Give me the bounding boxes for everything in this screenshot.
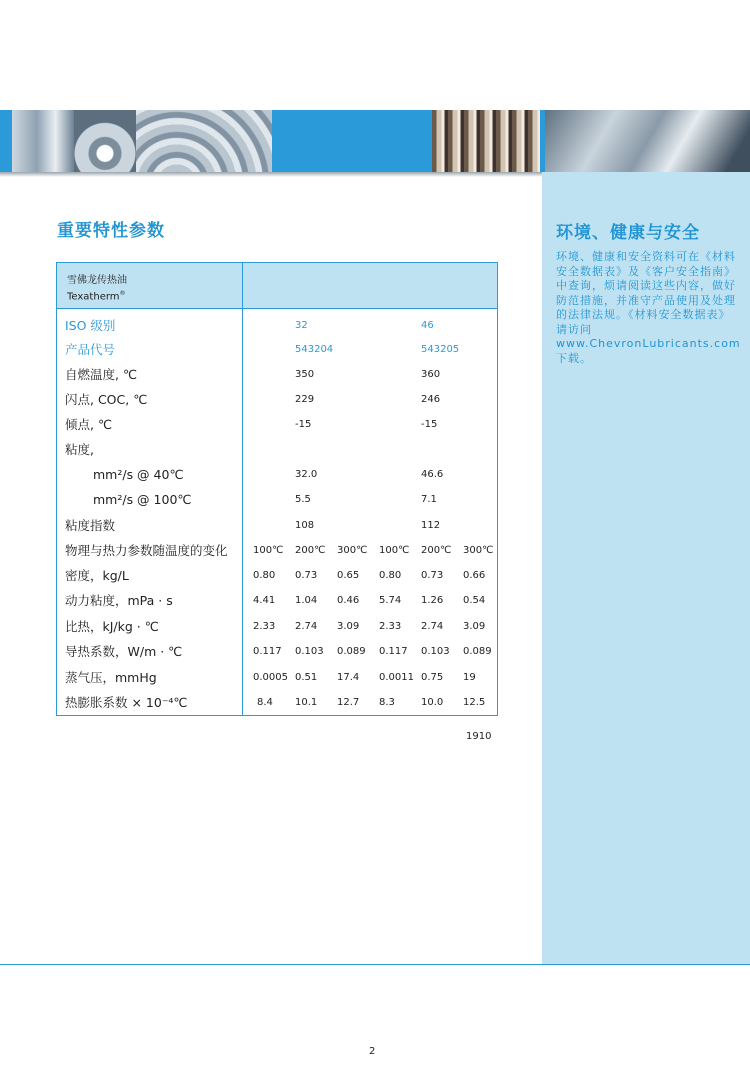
cell: 229: [295, 394, 315, 405]
bearing-photo-3: [136, 110, 272, 172]
cell: 7.1: [421, 494, 437, 505]
row-label: 导热系数，W/m · ℃: [65, 644, 183, 659]
row-label: 闪点, COC, ℃: [65, 392, 148, 407]
row-label: 倾点, ℃: [65, 417, 112, 432]
cell: 32.0: [295, 469, 318, 480]
row-label: 自燃温度, ℃: [65, 367, 137, 382]
cell: 0.80: [253, 570, 276, 581]
row-iso: [57, 314, 497, 338]
product-name-cell: [67, 274, 127, 303]
cell: 12.7: [337, 697, 360, 708]
cell: 100℃: [253, 545, 284, 556]
cell: 543204: [295, 344, 334, 355]
page-number: 2: [369, 1046, 376, 1057]
row-expansion: [57, 691, 497, 715]
cell: 0.54: [463, 595, 486, 606]
row-visc100: [57, 488, 497, 512]
cell: 17.4: [337, 672, 360, 683]
cell: 200℃: [421, 545, 452, 556]
cell: 246: [421, 394, 441, 405]
row-density: [57, 564, 497, 588]
header-banner: [0, 110, 750, 172]
cell: 0.51: [295, 672, 318, 683]
ehs-suffix: 下载。: [556, 351, 592, 365]
row-visc40: [57, 463, 497, 487]
cell: 112: [421, 520, 441, 531]
row-conductivity: [57, 640, 497, 664]
row-pour: [57, 413, 497, 437]
row-flash: [57, 388, 497, 412]
row-label: ISO 级别: [65, 318, 116, 333]
cell: 10.1: [295, 697, 318, 708]
cell: 543205: [421, 344, 460, 355]
bottom-rule: [0, 964, 750, 965]
row-label: 比热，kJ/kg · ℃: [65, 619, 159, 634]
cell: 300℃: [337, 545, 368, 556]
cell: 350: [295, 369, 315, 380]
cell: 200℃: [295, 545, 326, 556]
cell: 0.103: [295, 646, 324, 657]
row-label: mm²/s @ 100℃: [93, 492, 192, 507]
cell: 360: [421, 369, 441, 380]
row-dynvisc: [57, 589, 497, 613]
cell: 108: [295, 520, 315, 531]
product-name: 雪佛龙传热油: [67, 275, 127, 286]
bearing-photo-2: [74, 110, 136, 172]
cell: 4.41: [253, 595, 276, 606]
cell: 0.0005: [253, 672, 288, 683]
cell: 2.33: [253, 621, 276, 632]
row-label: 蒸气压，mmHg: [65, 670, 157, 685]
cell: 1.26: [421, 595, 444, 606]
cell: -15: [295, 419, 312, 430]
cell: 100℃: [379, 545, 410, 556]
cell: -15: [421, 419, 438, 430]
bearing-photo-1: [12, 110, 74, 172]
cell: 0.089: [337, 646, 366, 657]
properties-table: [56, 262, 498, 716]
cell: 0.0011: [379, 672, 414, 683]
cell: 0.089: [463, 646, 492, 657]
row-viscosity: [57, 438, 497, 462]
row-vapor: [57, 666, 497, 690]
cell: 3.09: [463, 621, 486, 632]
row-label: 密度，kg/L: [65, 568, 129, 583]
machinery-photo: [545, 110, 750, 172]
ehs-text: [556, 250, 742, 366]
gear-photo: [432, 110, 540, 172]
cell: 0.66: [463, 570, 486, 581]
cell: 0.75: [421, 672, 444, 683]
ehs-side-panel: [542, 172, 750, 965]
chevron-link[interactable]: www.ChevronLubricants.com: [556, 337, 741, 350]
row-label: 产品代号: [65, 342, 116, 357]
cell: 0.117: [379, 646, 408, 657]
product-brand: Texatherm®: [67, 290, 126, 303]
cell: 5.74: [379, 595, 402, 606]
ehs-body: 环境、健康和安全资料可在《材料安全数据表》及《客户安全指南》中查询，烦请阅读这些内容，做好防范措施，并准守产品使用及处理的法律法规。《材料安全数据表》请访问: [556, 250, 736, 336]
cell: 2.74: [421, 621, 444, 632]
row-label: 热膨胀系数 × 10⁻⁴℃: [65, 695, 188, 710]
row-code: [57, 338, 497, 362]
row-vi: [57, 514, 497, 538]
row-label: 动力粘度，mPa · s: [65, 593, 173, 608]
ehs-title: 环境、健康与安全: [556, 223, 700, 243]
document-code: 1910: [466, 731, 492, 742]
cell: 5.5: [295, 494, 311, 505]
cell: 32: [295, 320, 308, 331]
cell: 19: [463, 672, 476, 683]
cell: 300℃: [463, 545, 494, 556]
cell: 8.3: [379, 697, 395, 708]
cell: 0.103: [421, 646, 450, 657]
section-title: 重要特性参数: [57, 221, 165, 241]
row-label: 粘度,: [65, 442, 94, 457]
cell: 12.5: [463, 697, 486, 708]
row-autoignition: [57, 363, 497, 387]
cell: 46.6: [421, 469, 444, 480]
row-label: 物理与热力参数随温度的变化: [65, 543, 228, 558]
row-label: mm²/s @ 40℃: [93, 467, 184, 482]
cell: 8.4: [257, 697, 273, 708]
cell: 0.73: [295, 570, 318, 581]
row-temps: [57, 539, 497, 563]
row-heat: [57, 615, 497, 639]
cell: 3.09: [337, 621, 360, 632]
cell: 0.65: [337, 570, 360, 581]
cell: 0.117: [253, 646, 282, 657]
cell: 0.80: [379, 570, 402, 581]
cell: 46: [421, 320, 434, 331]
table-header: [57, 263, 497, 309]
cell: 2.74: [295, 621, 318, 632]
cell: 10.0: [421, 697, 444, 708]
cell: 0.46: [337, 595, 360, 606]
row-label: 粘度指数: [65, 518, 116, 533]
cell: 1.04: [295, 595, 318, 606]
cell: 2.33: [379, 621, 402, 632]
cell: 0.73: [421, 570, 444, 581]
